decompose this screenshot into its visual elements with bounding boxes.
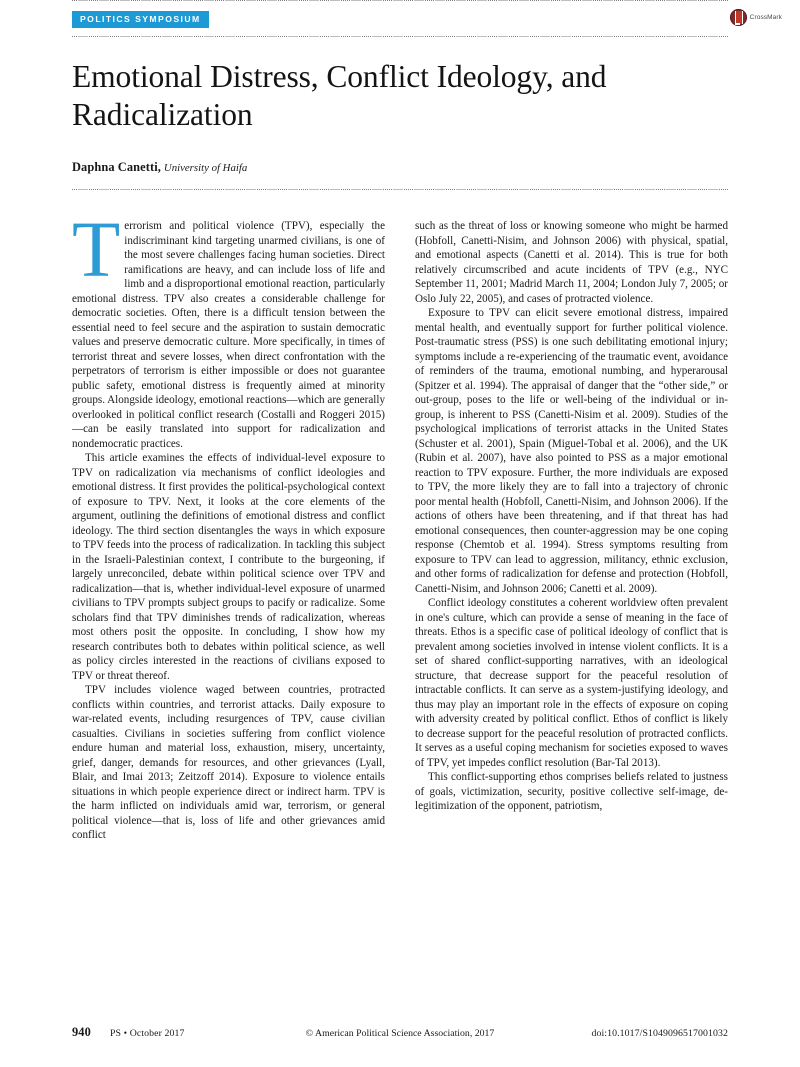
body-paragraph [72,207,385,451]
doi-label: doi:10.1017/S1049096517001032 [591,1028,728,1039]
body-paragraph: This article examines the effects of individual-level exposure to TPV on radicalization via mechanisms of conflict ideologies and emotional distress. It first provides the political-psychological context of exposure to TPV. Next, it looks at the core elements of the argument, outlining the definitions of emotional distress and conflict ideology. The third section disentangles the ways in which exposure to TPV feeds into the process of radicalization. In tackling this subject in the Israeli-Palestinian context, I contribute to the burgeoning, if largely unreconciled, debate within political science over TPV and radicalization—that is, whether individual-level exposure of unarmed civilians to TPV prompts subject groups to pacify or radicalize. Some scholars find that TPV diminishes trends of radicalization, whereas most others posit the opposite. In concluding, I show how my research contributes both to debates within political science, as well as policy circles interested in the reactions of civilians exposed to TPV or threat thereof. [72,452,385,682]
top-dotted-rule [72,0,728,1]
article-header-region [72,0,728,843]
journal-issue-label: PS • October 2017 [110,1028,185,1039]
crossmark-label: CrossMark [749,14,782,21]
body-paragraph: TPV includes violence waged between countries, protracted conflicts within countries, and terrorist attacks. Daily exposure to war-related events, including resurgences of TPV, cause civilian casualties. Civilians in societies suffering from conflict violence endure human and material loss, exhaustion, misery, uncertainty, grief, danger, demands for resources, and other grievances (Lyall, Blair, and Imai 2013; Zeitzoff 2014). Exposure to violence entails situations in which people experience direct or indirect harm. TPV is the harm inflicted on individuals amid war, terrorism, or general political violence—that is, loss of life and other grievances amid conflict [72,684,385,842]
crossmark-badge[interactable] [730,9,782,26]
section-kicker-badge: POLITICS SYMPOSIUM [72,11,209,28]
author-name: Daphna Canetti, [72,159,161,174]
body-paragraph: This conflict-supporting ethos comprises beliefs related to justness of goals, victimization, security, positive collective self-image, de-legitimization of the opponent, patriotism, [415,771,728,813]
author-affiliation: University of Haifa [163,161,248,174]
body-paragraph: Exposure to TPV can elicit severe emotional distress, impaired mental health, and eventually support for further political violence. Post-traumatic stress (PSS) is one such debilitating emotional injury; symptoms include a re-experiencing of the traumatic event, avoidance of reminders of the trauma, emotional numbing, and hyperarousal (Spitzer et al. 1994). The appraisal of danger that the “other side,” or out-group, poses to the life or well-being of the individual or in-group, is inherent to PSS (Canetti-Nisim et al. 2009). Studies of the psychological implications of terrorist attacks in the United States (Schuster et al. 2001), Spain (Miguel-Tobal et al. 2006), and the UK (Rubin et al. 2007), have also pointed to PSS as a major emotional reaction to TPV exposure. Further, the more individuals are exposed to TPV, the more likely they are to fall into a trajectory of chronic poor mental health (Hobfoll, Canetti-Nisim, and Johnson 2006). If the actions of others have been threatening, and if that threat has had emotional consequences, then counter-aggression may be one coping response (Chemtob et al. 1994). Stress symptoms resulting from exposure to TPV can lead to aggression, militancy, ethnic exclusion, and other forms of radicalization for defense and protection (Hobfoll, Canetti-Nisim, and Johnson 2006; Canetti et al. 2009). [415,307,728,595]
article-body-columns [72,207,728,843]
page-number: 940 [72,1025,91,1039]
byline [72,159,728,175]
byline-dotted-rule [72,189,728,190]
kicker-row [72,11,728,29]
kicker-dotted-rule [72,36,728,37]
left-column [72,207,385,843]
crossmark-icon [730,9,747,26]
copyright-label: © American Political Science Association, 2017 [305,1027,495,1039]
drop-cap: T [72,207,121,295]
body-paragraph: such as the threat of loss or knowing someone who might be harmed (Hobfoll, Canetti-Nisim, and Johnson 2006) with physical, spatial, and emotional aspects (Canetti et al. 2014). This is true for both relatively circumscribed and acute incidents of TPV (e.g., NYC September 11, 2001; Madrid March 11, 2004; London July 7, 2005; or Oslo July 22, 2005), and cases of protracted violence. [415,220,728,305]
right-column [415,219,728,843]
body-paragraph: Conflict ideology constitutes a coherent worldview often prevalent in one's culture, which can provide a sense of meaning in the face of threats. Ethos is a specific case of political ideology of conflict that is prevalent among societies involved in intense violent conflicts. It is a set of shared conflict-supporting narratives, with an ideological structure, that decrease support for the peaceful resolution of intractable conflicts. It can serve as a system-justifying ideology, and thus may play an important role in the effects of exposure on coping with adversity created by political conflict. Ethos of conflict is likely to decrease support for the peaceful resolution of protracted conflicts. It serves as a useful coping mechanism for societies exposed to waves of TPV, yet impedes conflict resolution (Bar-Tal 2013). [415,597,728,769]
page-title: Emotional Distress, Conflict Ideology, and Radicalization [72,59,607,133]
page-footer [72,1025,728,1040]
body-paragraph-text: errorism and political violence (TPV), especially the indiscriminant kind targeting unarmed civilians, is one of the most severe challenges facing human societies. Direct ramifications are heavy, and can include loss of life and limb and a disproportional emotional reaction, particularly emotional distress. TPV also creates a considerable challenge for democratic societies. Often, there is a difficult tension between the essential need to feel secure and the aspiration to sustain democratic values and preserve democratic culture. More specifically, in times of terrorist threat and severe losses, when direct confrontation with the perpetrators of terrorism is either impossible or does not guarantee public safety, emotional distress is frequently aimed at minority groups. Alongside ideology, emotional reactions—which are generally overlooked in political conflict research (Costalli and Roggeri 2015)—can be easily translated into support for radicalization and nondemocratic practices. [72,220,385,450]
